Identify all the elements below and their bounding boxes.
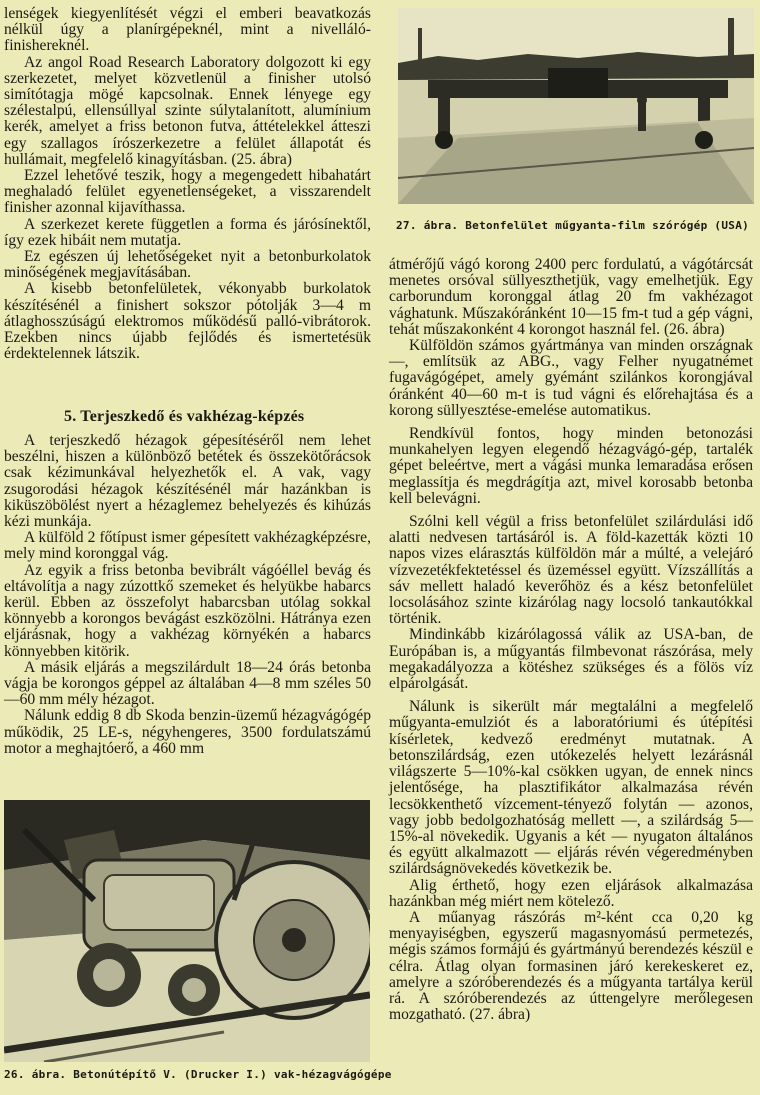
paragraph: A másik eljárás a megszilárdult 18—24 órás betonba vágja be korongos géppel az általában 4—8 mm széles 50—60 mm mély hézagot. bbox=[4, 658, 371, 709]
paragraph: Ez egészen új lehetőségeket nyit a betonburkolatok minőségének megjavításában. bbox=[4, 248, 371, 282]
paragraph: Nálunk is sikerült már megtalálni a megfelelő műgyanta-emulziót és a laboratóriumi és útépítési kísérletek, kedvező eredményt mutatnak. A betonszilárdság, ezen utókezelés helyett lezárásnál világszerte 5—10%-kal csökken ugyan, de ennek nincs jelentősége, ha plasztifikátor alkalmazása révén lecsökkenthető vízcement-tényező folytán — azonos, vagy jobb bedolgozhatóság mellett —, a szilárdság 5—15%-al növekedik. Ugyanis a két — nyugaton általános és együtt alkalmazott — eljárás révén végeredményben szilárdságnövekedés következik be. bbox=[389, 698, 753, 878]
figure-27-photo bbox=[398, 8, 754, 204]
paragraph: A szerkezet kerete független a forma és járósínektől, így ezek hibáit nem mutatja. bbox=[4, 215, 371, 249]
paragraph: Mindinkább kizárólagossá válik az USA-ban, de Európában is, a műgyantás filmbevonat rászórása, mely megakadályozza a kötéshez szükséges és a fölös víz elpárolgását. bbox=[389, 626, 753, 693]
paragraph: Külföldön számos gyártmánya van minden országnak —, említsük az ABG., vagy Felher nyugatnémet fugavágógépet, amely gyémánt szilánkos korongjával óránként 40—60 m-t is tud vágni és előrehajtása és a korong süllyesztése-emelése automatikus. bbox=[389, 337, 753, 419]
paragraph: Ezzel lehetővé teszik, hogy a megengedett hibahatárt meghaladó felület egyenetlenségeket, a visszarendelt finisher azonnal kijavíthassa. bbox=[4, 167, 371, 217]
paragraph: Szólni kell végül a friss betonfelület szilárdulási idő alatti nedvesen tartásáról is. A föld-kazetták közti 10 napos vizes elárasztás külföldön már a múlté, a velejáró vízvezetékfektetéssel és üzeméssel együtt. Vízszállítás a sáv mellett haladó keverőhöz és a kész betonfelület locsolásához szinte kizárólag nagy locsoló tankautókkal történik. bbox=[389, 513, 753, 628]
paragraph: Nálunk eddig 8 db Skoda benzin-üzemű hézagvágógép működik, 25 LE-s, négyhengeres, 3500 fordulatszámú motor a meghajtóerő, a 460 mm bbox=[4, 707, 371, 757]
section-heading: 5. Terjeszkedő és vakhézag-képzés bbox=[64, 408, 305, 425]
paragraph: átmérőjű vágó korong 2400 perc fordulatú, a vágótárcsát menetes orsóval süllyeszthetjük, vagy emelhetjük. Egy carborundum koronggal átlag 20 fm vakhézagot vághatunk. Műszakóránként 10—15 fm-t tud a gép vágni, tehát műszakonként 4 korongot használ fel. (26. ábra) bbox=[389, 256, 753, 338]
figure-26-caption: 26. ábra. Betonútépítő V. (Drucker I.) vak-hézagvágógépe bbox=[4, 1068, 392, 1081]
paragraph: A terjeszkedő hézagok gépesítéséről nem lehet beszélni, hiszen a különböző betétek és összekötőrácsok csak kézimunkával helyezhetők el. A vak, vagy zsugorodási hézagok készítésénél már hazánkban is kiküszöbölést nyert a hézaglemez behelyezés és kihúzás kézi munkája. bbox=[4, 432, 371, 531]
paragraph: A műanyag rászórás m²-ként cca 0,20 kg menyayiségben, egyszerű magasnyomású permetezés, mégis számos formájú és gyártmányú berendezés készül e célra. Átlag olyan formasinen járó kerekeskeret ez, amelyre a szóróberendezés és a műgyanta tartálya kerül rá. A szóróberendezés az úttengelyre merőlegesen mozgatható. (27. ábra) bbox=[389, 908, 753, 1024]
figure-26-photo bbox=[4, 800, 370, 1062]
paragraph: Rendkívül fontos, hogy minden betonozási munkahelyen legyen elegendő hézagvágó-gép, tartalék gépet beleértve, mert a vágási munka lemaradása erősen meglassítja és megdrágítja azt, mivel korosabb betonba kell belevágni. bbox=[389, 425, 753, 507]
figure-27-caption: 27. ábra. Betonfelület műgyanta-film szórógép (USA) bbox=[396, 219, 750, 232]
paragraph: A kisebb betonfelületek, vékonyabb burkolatok készítésénél a finishert sokszor pótolják 3—4 m átlaghosszúságú elektromos működésű palló-vibrátorok. Ezekben nincs újabb fejlődés és ismertetésük érdektelennek látszik. bbox=[4, 280, 371, 363]
paragraph: Az egyik a friss betonba bevibrált vágóéllel bevág és eltávolítja a nagy zúzottkő szemeket és helyükbe habarcs kerül. Ebben az összefolyt habarcsban utólag sokkal könnyebb a korongos bevágást eszközölni. Hátránya ezen eljárásnak, hogy a vakhézag környékén a habarcs könnyebben kitörik. bbox=[4, 561, 371, 660]
paragraph: lenségek kiegyenlítését végzi el emberi beavatkozás nélkül úgy a planírgépeknél, mint a nivelláló-finishereknél. bbox=[4, 5, 371, 55]
paragraph: Az angol Road Research Laboratory dolgozott ki egy szerkezetet, melyet közvetlenül a finisher utolsó simítótagja mögé kapcsolnak. Ennek lényege egy szélestalpú, ellensúllyal szinte súlytalanított, alumínium kerék, amelyet a friss betonon futva, áttételekkel átteszi egy szallagos írószerkezetre a felület állapotát és hullámait, megfelelő kinagyításban. (25. ábra) bbox=[4, 53, 371, 168]
paragraph: Alig érthető, hogy ezen eljárások alkalmazása hazánkban még miért nem kötelező. bbox=[389, 876, 753, 910]
paragraph: A külföld 2 főtípust ismer gépesített vakhézagképzésre, mely mind koronggal vág. bbox=[4, 529, 371, 563]
